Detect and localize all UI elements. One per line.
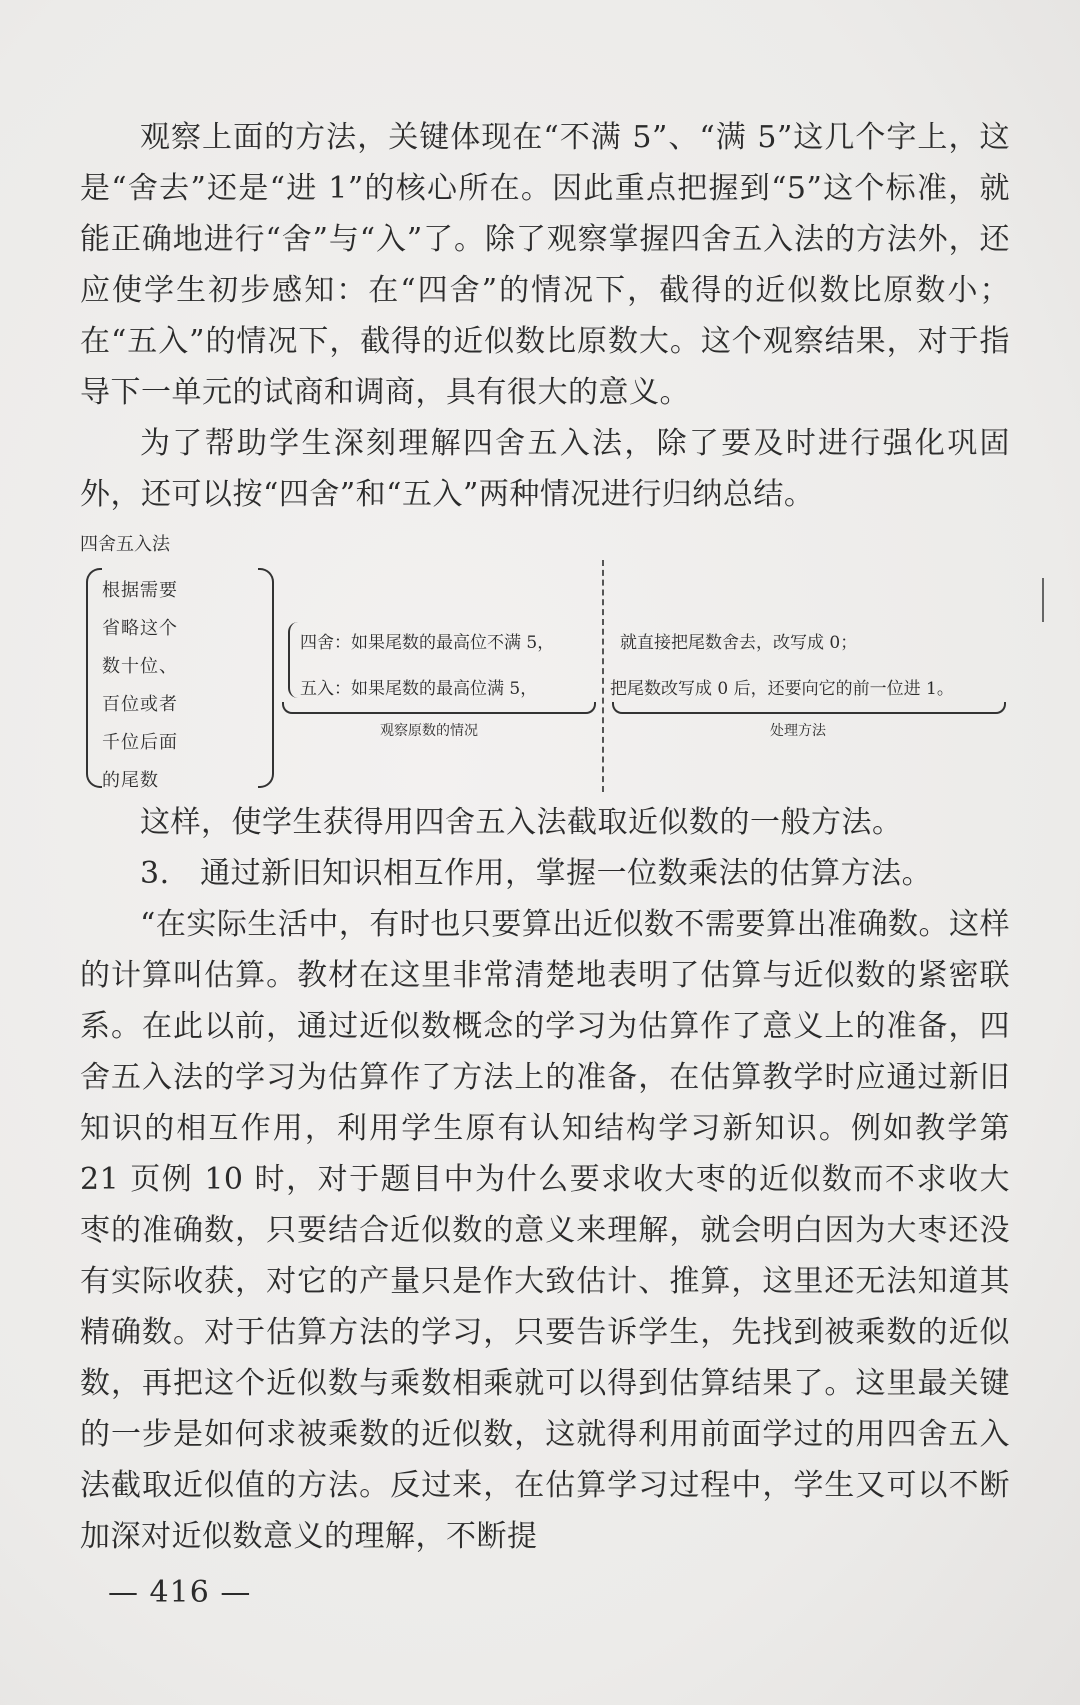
left-condition-text: 根据需要省略这个数十位、百位或者千位后面的尾数: [102, 580, 178, 791]
rounding-diagram: [80, 530, 1010, 795]
margin-mark: [1042, 578, 1044, 622]
row-four-down-condition: 四舍：如果尾数的最高位不满 5，: [300, 633, 555, 653]
page-number: — 416 —: [108, 1575, 252, 1610]
process-label: 处理方法: [770, 723, 826, 739]
row-five-up-condition: 五入：如果尾数的最高位满 5，: [300, 679, 538, 699]
row-five-up-action: 把尾数改写成 0 后，还要向它的前一位进 1。: [610, 679, 954, 699]
diagram-title: 四舍五入法: [80, 534, 170, 555]
paragraph-summary-intro: 为了帮助学生深刻理解四舍五入法，除了要及时进行强化巩固外，还可以按“四舍”和“五入”两种情况进行归纳总结。: [80, 426, 1010, 512]
observe-underbrace: [282, 702, 596, 714]
section-heading-3: 3. 通过新旧知识相互作用，掌握一位数乘法的估算方法。: [140, 856, 933, 891]
paragraph-general-method: 这样，使学生获得用四舍五入法截取近似数的一般方法。: [140, 805, 903, 840]
right-paren: [258, 568, 274, 788]
process-underbrace: [612, 702, 1006, 714]
paragraph-estimation: “在实际生活中，有时也只要算出近似数不需要算出准确数。这样的计算叫估算。教材在这里非常清楚地表明了估算与近似数的紧密联系。在此以前，通过近似数概念的学习为估算作了意义上的准备，四舍五入法的学习为估算作了方法上的准备，在估算教学时应通过新旧知识的相互作用，利用学生原有认知结构学习新知识。例如教学第 21 页例 10 时，对于题目中为什么要求收大枣的近似数而不求收大枣的准确数，只要结合近似数的意义来理解，就会明白因为大枣还没有实际收获，对它的产量只是作大致估计、推算，这里还无法知道其精确数。对于估算方法的学习，只要告诉学生，先找到被乘数的近似数，再把这个近似数与乘数相乘就可以得到估算结果了。这里最关键的一步是如何求被乘数的近似数，这就得利用前面学过的用四舍五入法截取近似值的方法。反过来，在估算学习过程中，学生又可以不断加深对近似数意义的理解，不断提: [80, 907, 1010, 1554]
top-text: [80, 112, 1010, 520]
paragraph-observation: 观察上面的方法，关键体现在“不满 5”、“满 5”这几个字上，这是“舍去”还是“进 1”的核心所在。因此重点把握到“5”这个标准，就能正确地进行“舍”与“入”了。除了观察掌握四舍五入法的方法外，还应使学生初步感知：在“四舍”的情况下，截得的近似数比原数小；在“五入”的情况下，截得的近似数比原数大。这个观察结果，对于指导下一单元的试商和调商，具有很大的意义。: [80, 120, 1010, 410]
observe-label: 观察原数的情况: [380, 723, 478, 739]
bottom-text: [80, 797, 1010, 1562]
left-condition-box: [84, 568, 192, 791]
row-four-down-action: 就直接把尾数舍去，改写成 0；: [620, 633, 858, 653]
divider-dashed-line: [602, 560, 604, 792]
